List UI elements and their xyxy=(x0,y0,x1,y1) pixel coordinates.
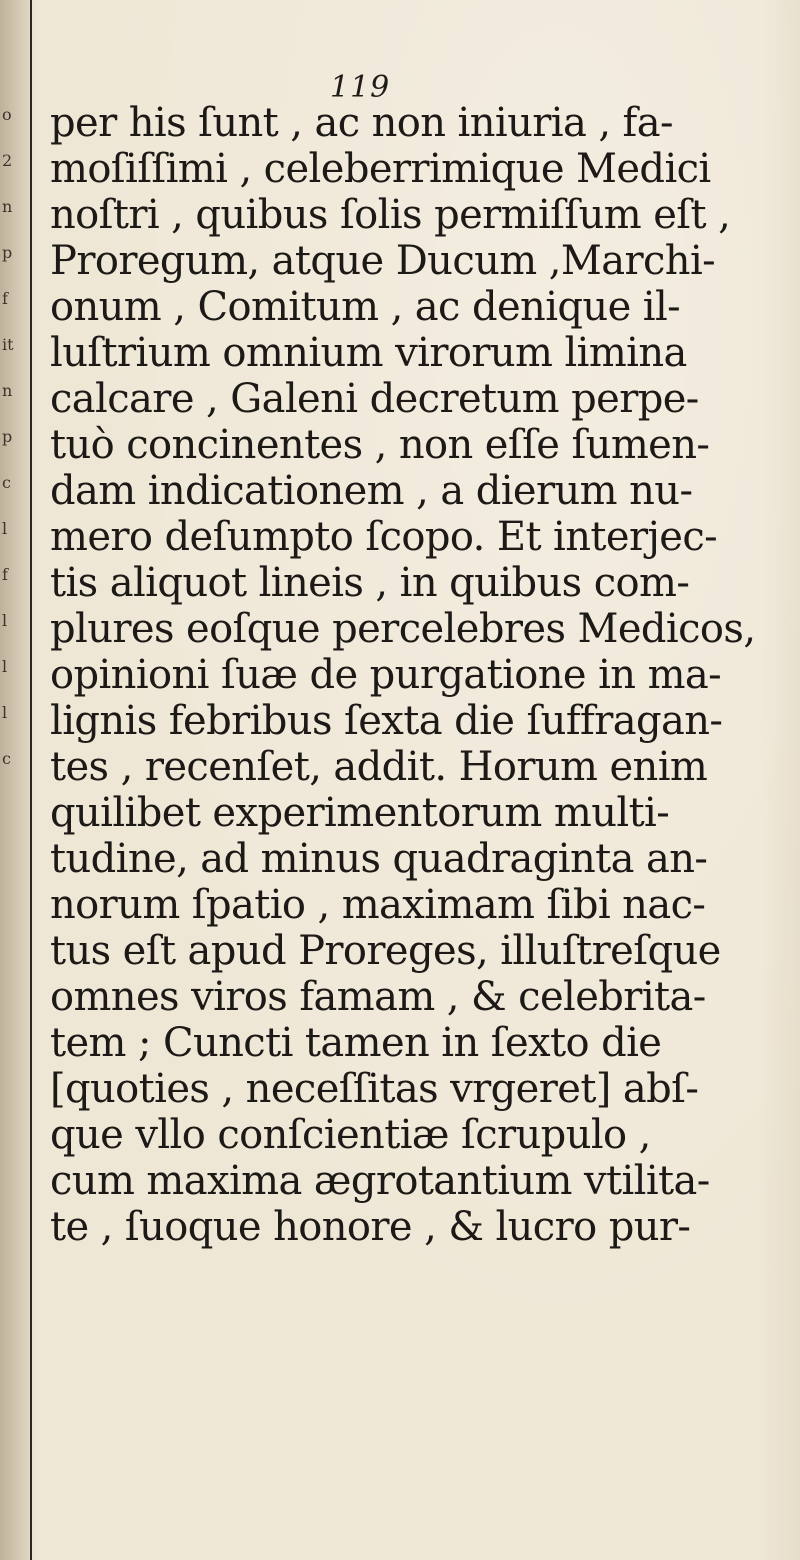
text-line: moſiſſimi , celeberrimique Medici xyxy=(50,146,711,192)
margin-letter: 2 xyxy=(2,151,13,170)
margin-letter: f xyxy=(2,289,8,308)
margin-letter: l xyxy=(2,703,8,722)
margin-letter: f xyxy=(2,565,8,584)
text-line: tuò concinentes , non eſſe ſumen- xyxy=(50,422,710,468)
text-line: cum maxima ægrotantium vtilita- xyxy=(50,1158,710,1204)
margin-letter: p xyxy=(2,427,13,446)
text-line: tis aliquot lineis , in quibus com- xyxy=(50,560,690,606)
margin-letter: p xyxy=(2,243,13,262)
facing-page-margin-letters xyxy=(2,92,14,782)
text-line: noſtri , quibus ſolis permiſſum eſt , xyxy=(50,192,731,238)
text-line: [quoties , neceſſitas vrgeret] abſ- xyxy=(50,1066,699,1112)
text-line: Proregum, atque Ducum ,Marchi- xyxy=(50,238,716,284)
text-line: quilibet experimentorum multi- xyxy=(50,790,670,836)
text-line: calcare , Galeni decretum perpe- xyxy=(50,376,699,422)
margin-letter: n xyxy=(2,197,13,216)
text-line: tudine, ad minus quadraginta an- xyxy=(50,836,708,882)
text-line: tus eſt apud Proreges, illuſtreſque xyxy=(50,928,721,974)
text-line: norum ſpatio , maximam ſibi nac- xyxy=(50,882,706,928)
text-line: tem ; Cuncti tamen in ſexto die xyxy=(50,1020,662,1066)
text-line: plures eoſque percelebres Medicos, xyxy=(50,606,756,652)
text-line: mero deſumpto ſcopo. Et interjec- xyxy=(50,514,718,560)
body-text xyxy=(50,100,785,1250)
text-line: te , ſuoque honore , & lucro pur- xyxy=(50,1204,691,1250)
margin-letter: c xyxy=(2,749,11,768)
binding-gutter xyxy=(0,0,32,1560)
margin-letter: l xyxy=(2,657,8,676)
margin-letter: o xyxy=(2,105,12,124)
text-line: que vllo conſcientiæ ſcrupulo , xyxy=(50,1112,651,1158)
text-line: omnes viros famam , & celebrita- xyxy=(50,974,706,1020)
margin-letter: l xyxy=(2,611,8,630)
page-number: 119 xyxy=(330,70,391,105)
margin-letter: n xyxy=(2,381,13,400)
margin-letter: it xyxy=(2,335,14,354)
text-line: luſtrium omnium virorum limina xyxy=(50,330,687,376)
text-line: per his ſunt , ac non iniuria , fa- xyxy=(50,100,673,146)
text-line: dam indicationem , a dierum nu- xyxy=(50,468,693,514)
text-line: opinioni ſuæ de purgatione in ma- xyxy=(50,652,722,698)
text-line: lignis febribus ſexta die ſuffragan- xyxy=(50,698,723,744)
margin-letter: c xyxy=(2,473,11,492)
margin-letter: l xyxy=(2,519,8,538)
text-line: tes , recenſet, addit. Horum enim xyxy=(50,744,708,790)
text-line: onum , Comitum , ac denique il- xyxy=(50,284,681,330)
